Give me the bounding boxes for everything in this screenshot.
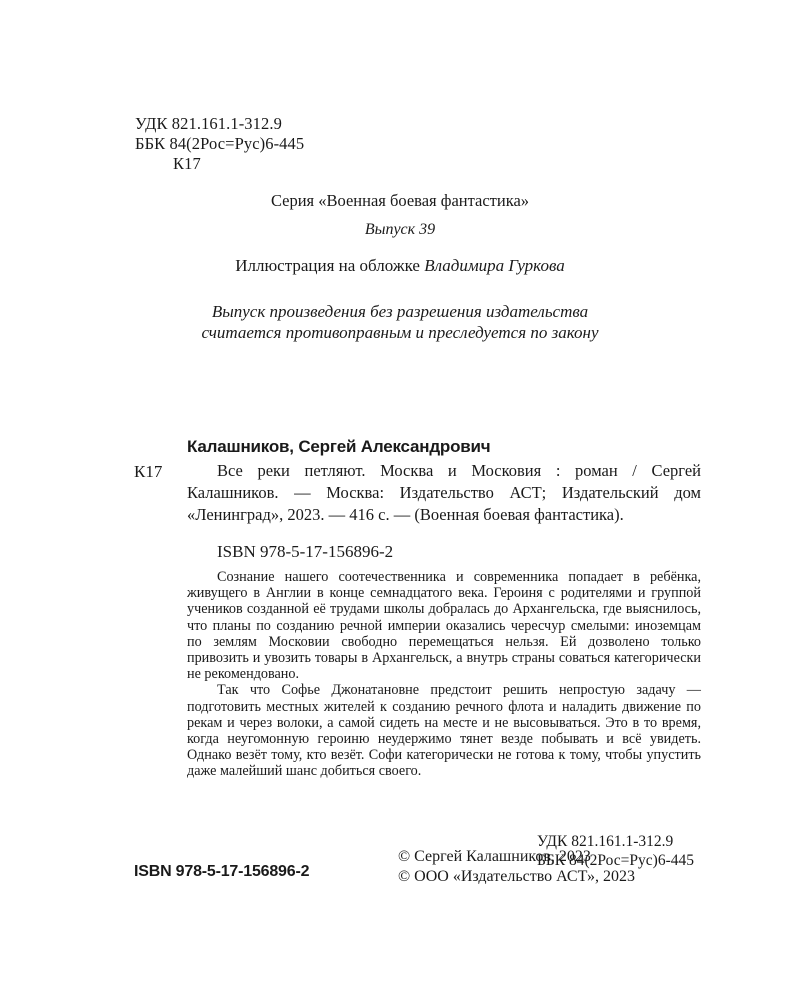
footer-isbn: ISBN 978-5-17-156896-2 xyxy=(134,863,310,880)
copyright-notices xyxy=(398,847,635,887)
catalog-sign: К17 xyxy=(134,462,163,481)
cover-illustration-credit xyxy=(0,256,800,276)
bbk-code: ББК 84(2Рос=Рус)6-445 xyxy=(135,134,305,153)
illustration-prefix: Иллюстрация на обложке xyxy=(235,256,420,275)
warning-line-1: Выпуск произведения без разрешения издательства xyxy=(211,302,589,321)
footer-bbk-code: ББК 84(2Рос=Рус)6-445 xyxy=(537,852,694,869)
catalog-isbn: ISBN 978-5-17-156896-2 xyxy=(217,542,394,561)
copyright-warning xyxy=(0,301,800,343)
annotation xyxy=(187,569,701,780)
copyright-author: © Сергей Калашников, 2023 xyxy=(398,848,591,865)
annotation-paragraph-1: Сознание нашего соотечественника и современника попадает в ребёнка, живущего в Англии в конце семнадцатого века. Героиня с родителями и группой учеников созданной её трудами школы добралась до Архангельска, где выяснилось, что планы по созданию речной империи оказались чересчур смелыми: иноземцам по землям Московии свободно перемещаться нельзя. Ей дозволено только привозить и увозить товары в Архангельск, а внутрь страны соваться категорически не рекомендовано. xyxy=(187,569,701,683)
illustration-artist: Владимира Гуркова xyxy=(424,256,565,275)
author-sign: К17 xyxy=(173,154,201,173)
classification-codes xyxy=(135,114,304,174)
warning-line-2: считается противоправным и преследуется по закону xyxy=(201,323,599,342)
bibliographic-text: Все реки петляют. Москва и Московия : роман / Сергей Калашников. — Москва: Издательство АСТ; Издательский дом «Ленинград», 2023. — 416 с. — (Военная боевая фантастика). xyxy=(187,461,701,524)
annotation-paragraph-2: Так что Софье Джонатановне предстоит решить непростую задачу — подготовить местных жителей к созданию речного флота и наладить движение по рекам и через волоки, а самой сидеть на месте и не высовываться. Это в то время, когда неугомонную героиню неудержимо тянет везде побывать и всё увидеть. Однако везёт тому, кто везёт. Софи категорически не готова к тому, чтобы упустить даже малейший шанс добиться своего. xyxy=(187,682,701,780)
udk-code: УДК 821.161.1-312.9 xyxy=(135,114,282,133)
catalog-author: Калашников, Сергей Александрович xyxy=(187,437,491,456)
copyright-publisher: © ООО «Издательство АСТ», 2023 xyxy=(398,868,635,885)
footer-udk-code: УДК 821.161.1-312.9 xyxy=(537,833,674,850)
bibliographic-description xyxy=(187,460,701,526)
issue-number: Выпуск 39 xyxy=(364,221,436,238)
series-title: Серия «Военная боевая фантастика» xyxy=(270,191,530,210)
